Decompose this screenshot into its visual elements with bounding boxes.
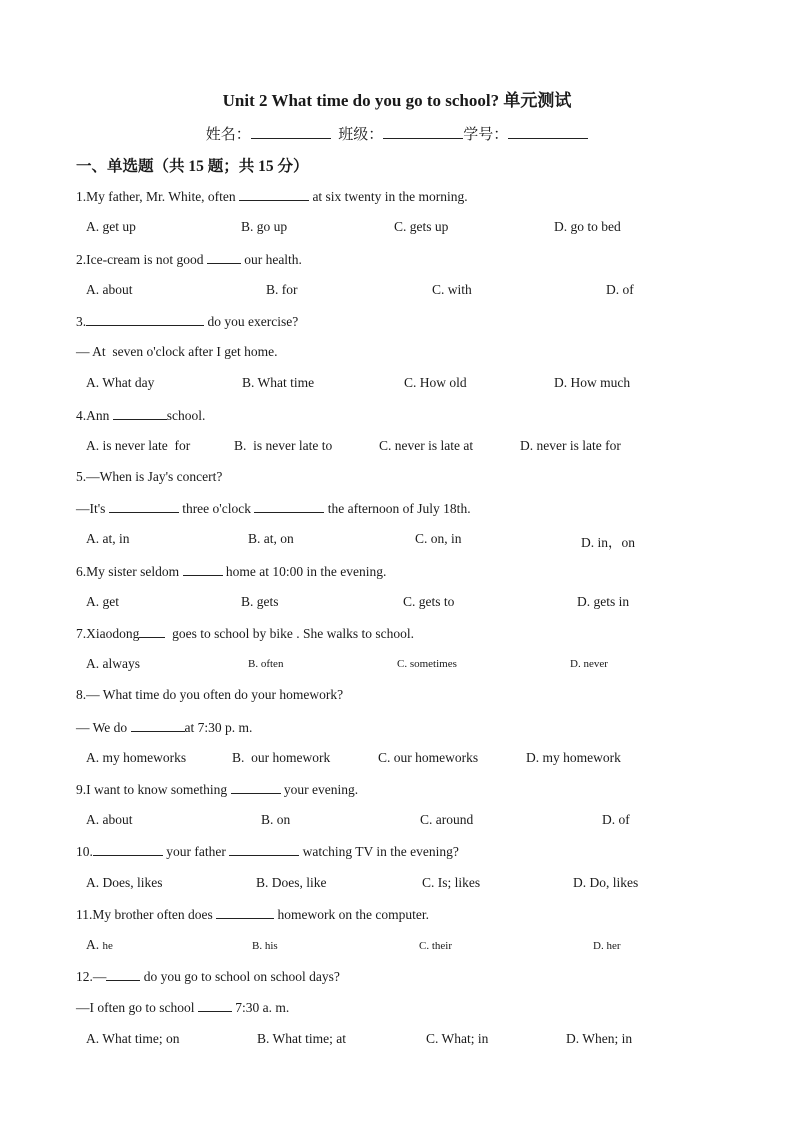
- question-8: 8.— What time do you often do your homework?: [76, 687, 344, 702]
- option-d[interactable]: D. her: [593, 940, 621, 952]
- answer-blank[interactable]: [229, 843, 299, 856]
- option-a[interactable]: A. get up: [86, 219, 136, 234]
- option-c[interactable]: C. our homeworks: [378, 750, 479, 765]
- option-c[interactable]: C. What; in: [426, 1031, 489, 1046]
- section-title: 一、单选题（共 15 题；共 15 分）: [76, 158, 309, 175]
- answer-blank[interactable]: [239, 188, 309, 201]
- answer-blank[interactable]: [139, 625, 165, 638]
- question-5-response: —It's three o'clock the afternoon of July 18th.: [76, 501, 471, 516]
- option-a[interactable]: A. at, in: [86, 531, 130, 546]
- option-d[interactable]: D. in，on: [581, 535, 635, 550]
- answer-blank[interactable]: [183, 563, 223, 576]
- answer-blank[interactable]: [254, 500, 324, 513]
- answer-blank[interactable]: [86, 313, 204, 326]
- question-5: 5.—When is Jay's concert?: [76, 469, 223, 484]
- option-b[interactable]: B. for: [266, 282, 298, 297]
- question-2: 2.Ice-cream is not good our health.: [76, 252, 302, 267]
- question-6: 6.My sister seldom home at 10:00 in the evening.: [76, 564, 387, 579]
- option-a[interactable]: A. What time; on: [86, 1031, 180, 1046]
- class-blank[interactable]: [383, 124, 463, 139]
- option-a[interactable]: A. get: [86, 594, 119, 609]
- option-d[interactable]: D. my homework: [526, 750, 621, 765]
- option-c[interactable]: C. never is late at: [379, 438, 474, 453]
- question-9: 9.I want to know something your evening.: [76, 782, 359, 797]
- id-label: 学号：: [463, 127, 509, 143]
- answer-blank[interactable]: [93, 843, 163, 856]
- option-c[interactable]: C. Is; likes: [422, 875, 481, 890]
- option-d[interactable]: D. How much: [554, 375, 631, 390]
- answer-blank[interactable]: [216, 906, 274, 919]
- option-d[interactable]: D. gets in: [577, 594, 630, 609]
- option-c[interactable]: C. their: [419, 940, 452, 952]
- answer-blank[interactable]: [207, 251, 241, 264]
- option-a[interactable]: A. always: [86, 656, 140, 671]
- option-c[interactable]: C. around: [420, 812, 474, 827]
- option-b[interactable]: B. our homework: [232, 750, 331, 765]
- option-d[interactable]: D. When; in: [566, 1031, 633, 1046]
- question-11: 11.My brother often does homework on the computer.: [76, 907, 429, 922]
- option-c[interactable]: C. gets up: [394, 219, 449, 234]
- option-d[interactable]: D. of: [606, 282, 634, 297]
- option-b[interactable]: B. is never late to: [234, 438, 333, 453]
- option-b[interactable]: B. Does, like: [256, 875, 327, 890]
- option-b[interactable]: B. go up: [241, 219, 288, 234]
- question-3: 3. do you exercise?: [76, 314, 299, 329]
- option-b[interactable]: B. on: [261, 812, 291, 827]
- answer-blank[interactable]: [113, 407, 167, 420]
- option-b[interactable]: B. his: [252, 940, 278, 952]
- question-1: 1.My father, Mr. White, often at six twenty in the morning.: [76, 189, 468, 204]
- question-7: 7.Xiaodong goes to school by bike . She walks to school.: [76, 626, 414, 641]
- option-a[interactable]: A. he: [86, 937, 113, 952]
- option-d[interactable]: D. never: [570, 658, 608, 670]
- option-a[interactable]: A. Does, likes: [86, 875, 163, 890]
- option-a[interactable]: A. What day: [86, 375, 155, 390]
- answer-blank[interactable]: [231, 781, 281, 794]
- option-c[interactable]: C. with: [432, 282, 472, 297]
- option-c[interactable]: C. on, in: [415, 531, 462, 546]
- option-b[interactable]: B. often: [248, 658, 284, 670]
- answer-blank[interactable]: [106, 968, 140, 981]
- id-blank[interactable]: [508, 124, 588, 139]
- option-d[interactable]: D. never is late for: [520, 438, 621, 453]
- option-c[interactable]: C. How old: [404, 375, 467, 390]
- option-b[interactable]: B. What time: [242, 375, 315, 390]
- option-a[interactable]: A. is never late for: [86, 438, 191, 453]
- option-a[interactable]: A. my homeworks: [86, 750, 187, 765]
- answer-blank[interactable]: [109, 500, 179, 513]
- answer-blank[interactable]: [198, 999, 232, 1012]
- answer-blank[interactable]: [131, 719, 185, 732]
- option-b[interactable]: B. at, on: [248, 531, 294, 546]
- option-c[interactable]: C. gets to: [403, 594, 455, 609]
- question-10: 10. your father watching TV in the evening?: [76, 844, 459, 859]
- question-12-response: —I often go to school 7:30 a. m.: [76, 1000, 290, 1015]
- option-b[interactable]: B. gets: [241, 594, 279, 609]
- option-b[interactable]: B. What time; at: [257, 1031, 346, 1046]
- question-8-response: — We do at 7:30 p. m.: [76, 720, 253, 735]
- option-a[interactable]: A. about: [86, 282, 133, 297]
- question-3-response: — At seven o'clock after I get home.: [76, 344, 278, 359]
- student-info-line: [0, 123, 794, 144]
- option-a[interactable]: A. about: [86, 812, 133, 827]
- option-d[interactable]: D. go to bed: [554, 219, 621, 234]
- question-4: 4.Ann school.: [76, 408, 206, 423]
- option-d[interactable]: D. Do, likes: [573, 875, 639, 890]
- name-blank[interactable]: [251, 124, 331, 139]
- name-label: 姓名：: [205, 127, 251, 143]
- class-label: 班级：: [338, 127, 384, 143]
- question-12: 12.— do you go to school on school days?: [76, 969, 340, 984]
- option-c[interactable]: C. sometimes: [397, 658, 457, 670]
- page-title: Unit 2 What time do you go to school? 单元测试: [222, 91, 572, 110]
- option-d[interactable]: D. of: [602, 812, 630, 827]
